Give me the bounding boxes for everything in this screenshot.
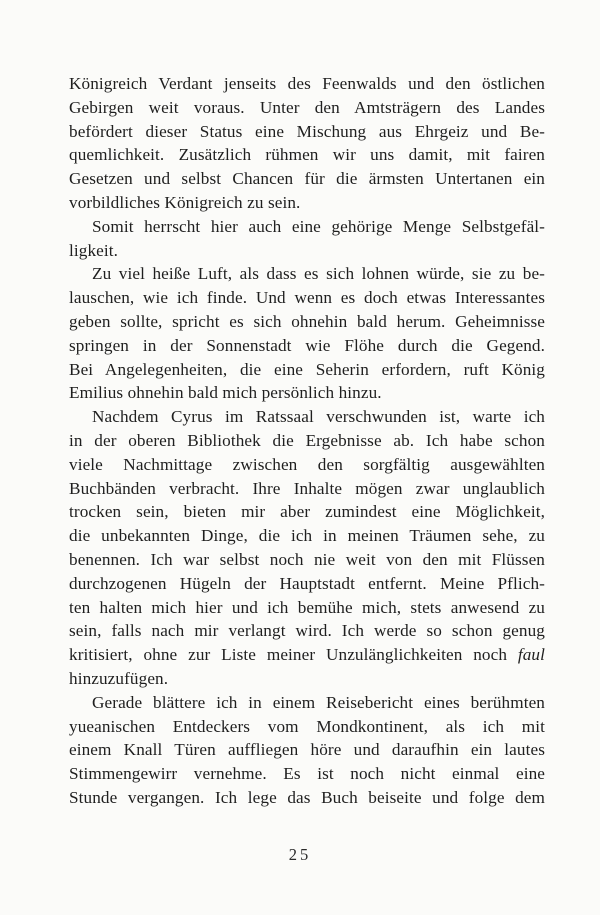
text-line: trocken sein, bieten mir aber zumindest eine Möglichkeit, <box>69 502 545 522</box>
text-line: yueanischen Entdeckers vom Mondkontinent, als ich mit <box>69 716 545 736</box>
text-line: Königreich Verdant jenseits des Feenwalds und den östlichen <box>69 74 545 93</box>
text-line: vorbildliches Königreich zu sein. <box>69 192 301 212</box>
text-line: Zu viel heiße Luft, als dass es sich lohnen würde, sie zu be- <box>92 264 545 284</box>
text-line: lauschen, wie ich finde. Und wenn es doch etwas Interessantes <box>69 288 545 308</box>
text-line: durchzogenen Hügeln der Hauptstadt entfernt. Meine Pflich- <box>69 573 545 593</box>
text-line: geben sollte, spricht es sich ohnehin bald herum. Geheimnisse <box>69 311 545 331</box>
text-line: Gebirgen weit voraus. Unter den Amtsträgern des Landes <box>69 97 545 117</box>
paragraph <box>69 405 545 691</box>
text-line: Stunde vergangen. Ich lege das Buch beiseite und folge dem <box>69 787 545 807</box>
text-line: sein, falls nach mir verlangt wird. Ich werde so schon genug <box>69 621 545 641</box>
paragraph <box>69 691 545 810</box>
text-line: Somit herrscht hier auch eine gehörige Menge Selbstgefäl- <box>92 216 545 236</box>
text-line: ten halten mich hier und ich bemühe mich, stets anwesend zu <box>69 597 545 617</box>
text-line: Bei Angelegenheiten, die eine Seherin erfordern, ruft König <box>69 359 545 379</box>
page-number: 25 <box>288 845 312 864</box>
page-text <box>69 72 545 810</box>
text-line: Stimmengewirr vernehme. Es ist noch nicht einmal eine <box>69 764 545 784</box>
text-line: Gesetzen und selbst Chancen für die ärmsten Untertanen ein <box>69 169 545 189</box>
text-line: kritisiert, ohne zur Liste meiner Unzulänglichkeiten noch faul <box>69 645 545 665</box>
text-line: in der oberen Bibliothek die Ergebnisse ab. Ich habe schon <box>69 430 545 450</box>
text-line: ligkeit. <box>69 240 119 260</box>
paragraph <box>69 72 545 215</box>
text-line: viele Nachmittage zwischen den sorgfältig ausgewählten <box>69 454 545 474</box>
text-line: einem Knall Türen auffliegen höre und daraufhin ein lautes <box>69 740 545 760</box>
paragraph <box>69 262 545 405</box>
text-line: quemlichkeit. Zusätzlich rühmen wir uns damit, mit fairen <box>69 145 545 165</box>
text-line: benennen. Ich war selbst noch nie weit von den mit Flüssen <box>69 549 545 569</box>
text-line: Buchbänden verbracht. Ihre Inhalte mögen zwar unglaublich <box>69 478 545 498</box>
text-line: hinzuzufügen. <box>69 668 169 688</box>
text-line: die unbekannten Dinge, die ich in meinen Träumen sehe, zu <box>69 526 545 546</box>
text-line: befördert dieser Status eine Mischung aus Ehrgeiz und Be- <box>69 121 545 141</box>
text-line: Gerade blättere ich in einem Reisebericht eines berühmten <box>92 692 545 712</box>
text-line: Nachdem Cyrus im Ratssaal verschwunden ist, warte ich <box>92 407 545 427</box>
italic-word: faul <box>517 645 545 665</box>
text-line: Emilius ohnehin bald mich persönlich hinzu. <box>69 383 382 403</box>
text-line: springen in der Sonnenstadt wie Flöhe durch die Gegend. <box>69 335 545 355</box>
paragraph <box>69 215 545 263</box>
